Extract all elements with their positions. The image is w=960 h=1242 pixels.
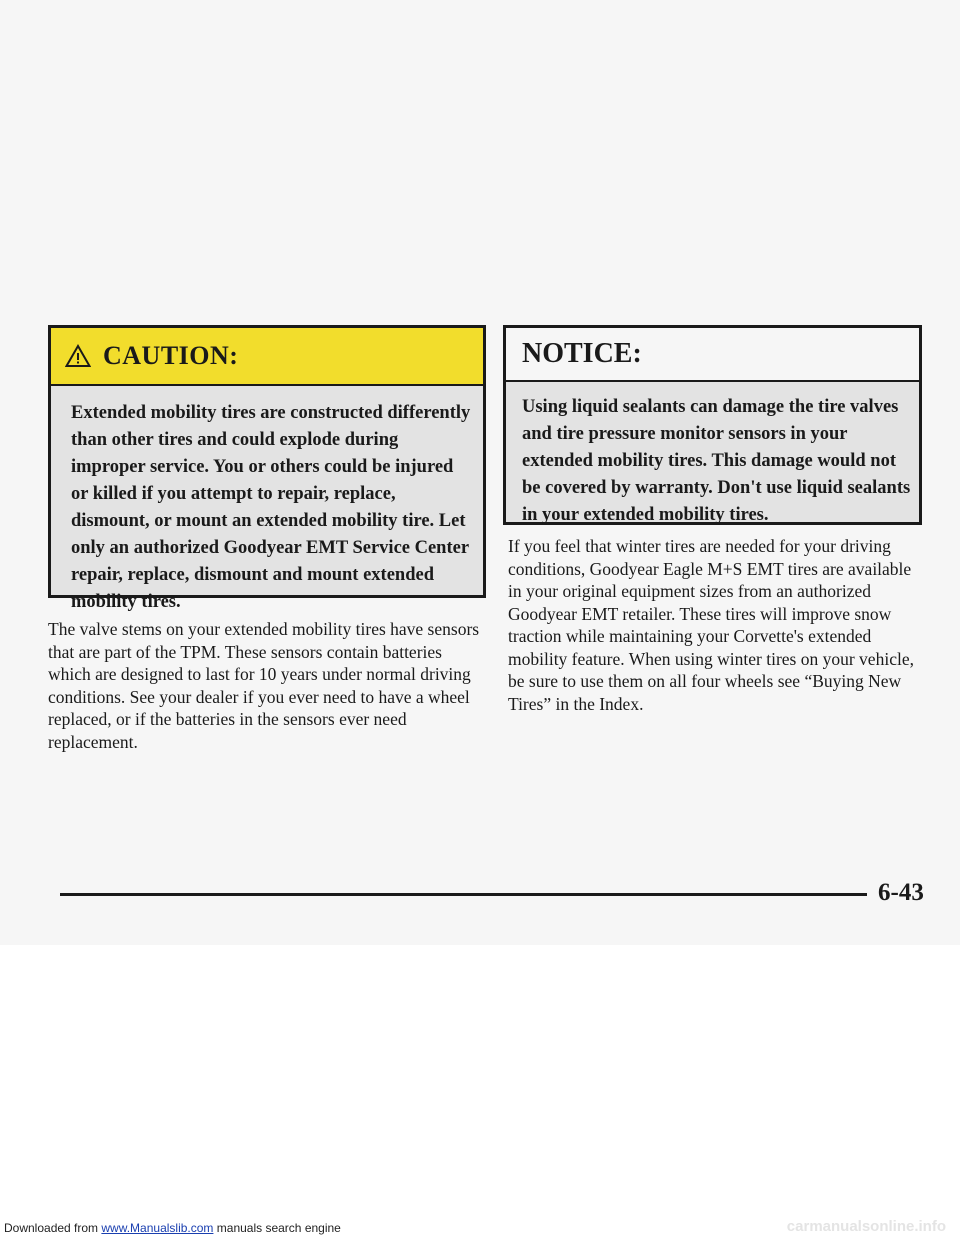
notice-header: [506, 328, 919, 382]
caution-box: [48, 325, 486, 612]
warning-triangle-icon: [65, 344, 91, 368]
winter-tires-paragraph: If you feel that winter tires are needed for your driving conditions, Goodyear Eagle M+S EMT tires are available in your original equipment sizes from an authorized Goodyear EMT retailer. These tires will improve snow traction while maintaining your Corvette's extended mobility feature. When using winter tires on your vehicle, be sure to use them on all four wheels see “Buying New Tires” in the Index.: [508, 536, 914, 714]
caution-header: [51, 328, 483, 386]
notice-text: Using liquid sealants can damage the tire valves and tire pressure monitor sensors in your extended mobility tires. This damage would not be covered by warranty. Don't use liquid sealants in your extended mobility tires.: [522, 397, 911, 525]
watermark: carmanualsonline.info: [786, 1218, 946, 1235]
valve-stem-paragraph: The valve stems on your extended mobility tires have sensors that are part of the TPM. These sensors contain batteries which are designed to last for 10 years under normal driving conditions. See your dealer if you ever need to have a wheel replaced, or if the batteries in the sensors ever need replacement.: [48, 619, 480, 752]
download-banner: [4, 1221, 341, 1235]
notice-title: NOTICE:: [522, 338, 642, 369]
download-banner-prefix: Downloaded from: [4, 1221, 102, 1235]
caution-title: CAUTION:: [103, 341, 239, 370]
download-banner-suffix: manuals search engine: [213, 1221, 341, 1235]
caution-text: Extended mobility tires are constructed differently than other tires and could explode during improper service. You or others could be injured or killed if you attempt to repair, replace, dismount, or mount an extended mobility tire. Let only an authorized Goodyear EMT Service Center repair, replace, dismount and mount extended mobility tires.: [71, 403, 471, 612]
manualslib-link[interactable]: www.Manualslib.com: [101, 1221, 214, 1235]
notice-box: [503, 325, 922, 525]
page-number: 6-43: [878, 879, 924, 906]
footer-rule: [60, 893, 867, 896]
